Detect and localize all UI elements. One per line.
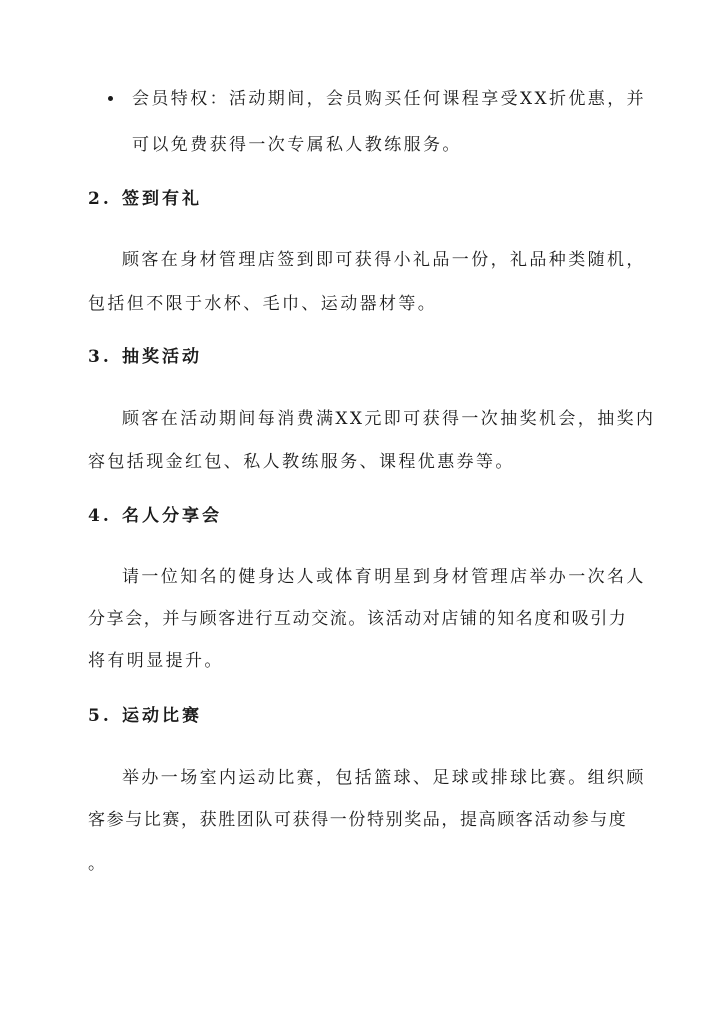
section-number: 3. [88, 347, 112, 367]
section-3-line-2: 容包括现金红包、私人教练服务、课程优惠券等。 [88, 452, 515, 472]
section-heading-5 [88, 704, 202, 728]
section-title: 运动比赛 [122, 706, 202, 726]
section-heading-3 [88, 345, 202, 369]
section-2-line-1: 顾客在身材管理店签到即可获得小礼品一份，礼品种类随机， [122, 250, 646, 270]
member-privilege-line-2: 可以免费获得一次专属私人教练服务。 [132, 135, 462, 155]
section-number: 2. [88, 189, 112, 209]
section-heading-4 [88, 504, 222, 528]
section-5-line-1: 举办一场室内运动比赛，包括篮球、足球或排球比赛。组织顾 [122, 768, 646, 788]
section-number: 5. [88, 706, 112, 726]
bullet-icon [108, 96, 113, 101]
section-title: 抽奖活动 [122, 347, 202, 367]
section-4-line-1: 请一位知名的健身达人或体育明星到身材管理店举办一次名人 [122, 567, 646, 587]
section-heading-2 [88, 187, 202, 211]
section-number: 4. [88, 506, 112, 526]
section-2-line-2: 包括但不限于水杯、毛巾、运动器材等。 [88, 294, 438, 314]
section-title: 名人分享会 [122, 506, 222, 526]
section-4-line-2: 分享会，并与顾客进行互动交流。该活动对店铺的知名度和吸引力 [88, 609, 628, 629]
section-3-line-1: 顾客在活动期间每消费满XX元即可获得一次抽奖机会，抽奖内 [122, 409, 656, 429]
member-privilege-line-1: 会员特权：活动期间，会员购买任何课程享受XX折优惠，并 [132, 89, 647, 109]
section-5-line-3: 。 [88, 854, 108, 874]
section-4-line-3: 将有明显提升。 [88, 651, 224, 671]
section-title: 签到有礼 [122, 189, 202, 209]
section-5-line-2: 客参与比赛，获胜团队可获得一份特别奖品，提高顾客活动参与度 [88, 810, 628, 830]
